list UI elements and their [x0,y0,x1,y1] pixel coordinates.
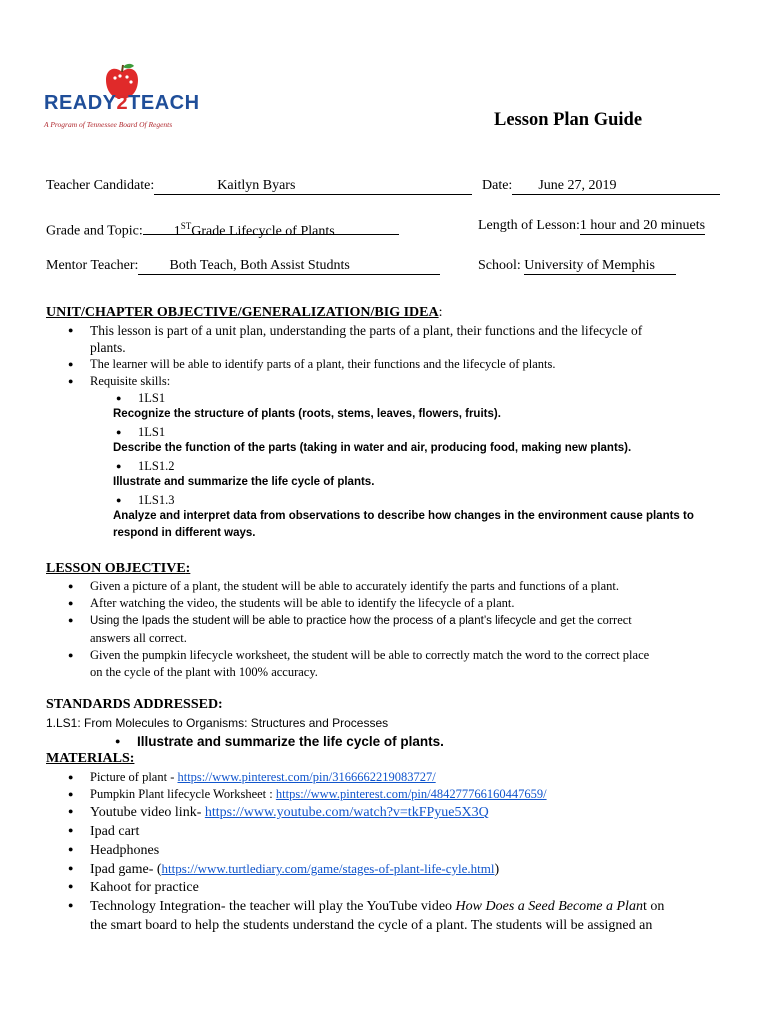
material-3-link[interactable]: https://www.youtube.com/watch?v=tkFPyue5X3Q [204,805,489,820]
logo-teach: TEACH [128,92,200,114]
lesson-bullet-1: Given a picture of a plant, the student will be able to accurately identify the parts and functions of a plant. [90,579,619,593]
material-2-label: Pumpkin Plant lifecycle Worksheet : [90,787,276,801]
list-item [90,878,740,897]
lesson-bullet-3-line2: answers all correct. [90,631,187,645]
grade-value-line [143,218,399,239]
materials-list [90,769,740,935]
date-value-line [512,178,720,195]
teacher-label: Teacher Candidate: [46,178,155,193]
material-2-link[interactable]: https://www.pinterest.com/pin/484277766160447659/ [275,787,547,801]
lesson-bullet-3a: Using the Ipads the student will be able to practice how the process of a plant’s lifecycle [90,615,536,627]
list-item [90,803,740,822]
unit-objective-heading-text: UNIT/CHAPTER OBJECTIVE/GENERALIZATION/BIG IDEA [46,305,439,320]
list-item [90,841,740,860]
skill-2-code [138,424,165,441]
list-item [90,769,740,786]
grade-value: Grade Lifecycle of Plants [191,223,335,239]
logo-wordmark [44,92,200,115]
unit-objective-heading [46,305,443,321]
length-field [478,218,705,235]
skill-4-desc: Analyze and interpret data from observations to describe how changes in the environment cause plants to [113,510,694,522]
mentor-label: Mentor Teacher: [46,258,139,273]
lesson-objective-heading [46,561,190,577]
unit-bullet-2: The learner will be able to identify parts of a plant, their functions and the lifecycle of plants. [90,357,556,371]
teacher-value-line [154,178,472,195]
list-item [137,733,444,750]
mentor-value: Both Teach, Both Assist Studnts [169,258,350,273]
date-value: June 27, 2019 [538,178,617,193]
skill-1-desc: Recognize the structure of plants (roots, stems, leaves, flowers, fruits). [113,408,501,420]
list-item [90,578,740,595]
grade-topic-field [46,218,399,240]
mentor-field [46,258,440,275]
list-item [90,897,740,935]
skill-code: ● 1LS1 [138,390,165,407]
skill-3-code [138,458,174,475]
list-item [90,786,740,803]
material-6-end: ) [494,862,500,877]
school-value: University of Memphis [524,258,655,273]
lesson-objective-colon: : [185,561,191,576]
lesson-bullet-4-line1: Given the pumpkin lifecycle worksheet, the student will be able to correctly match the word to the correct place [90,648,650,662]
skill-code: ● 1LS1.2 [138,458,174,475]
logo-two: 2 [116,92,129,114]
date-field [482,178,720,195]
skill-4-code [138,492,174,509]
grade-label: Grade and Topic: [46,223,143,239]
standards-line: 1.LS1: From Molecules to Organisms: Structures and Processes [46,716,389,730]
ready2teach-logo [44,62,200,132]
mentor-value-line [138,258,440,275]
list-item [90,595,740,612]
grade-number: 1 [173,223,181,239]
lesson-objective-heading-text: LESSON OBJECTIVE [46,561,186,576]
material-7: Kahoot for practice [90,880,199,895]
unit-objective-list [90,322,730,390]
material-8-line2: the smart board to help the students understand the cycle of a plant. The students will be assigned an [90,918,653,933]
material-6-link[interactable]: https://www.turtlediary.com/game/stages-of-plant-life-cyle.html [161,861,495,876]
unit-bullet-3: Requisite skills: [90,374,171,388]
skill-4-desc-line2: respond in different ways. [113,527,256,539]
school-value-line [524,258,676,275]
date-label: Date: [482,178,513,193]
material-4: Ipad cart [90,824,140,839]
material-8b: t on [642,899,665,914]
unit-bullet-1-line1: This lesson is part of a unit plan, understanding the parts of a plant, their functions and the lifecycle of [90,323,643,338]
list-item [90,373,730,390]
lesson-bullet-3b: and get the correct [535,613,632,627]
school-field [478,258,676,275]
list-item [90,647,740,681]
lesson-bullet-4-line2: on the cycle of the plant with 100% accuracy. [90,665,318,679]
teacher-candidate-field [46,178,472,195]
standards-bullet: Illustrate and summarize the life cycle of plants. [137,734,444,749]
length-value: 1 hour and 20 minuets [579,218,706,233]
material-5: Headphones [90,843,160,858]
material-1-label: Picture of plant - [90,770,178,784]
length-value-line [580,218,705,235]
material-1-link[interactable]: https://www.pinterest.com/pin/316666221908372​7/ [177,770,436,784]
lesson-objective-list [90,578,740,681]
unit-bullet-1-line2: plants. [90,340,126,355]
standards-heading: STANDARDS ADDRESSED: [46,697,223,712]
material-8a: Technology Integration- the teacher will play the YouTube video [90,899,456,914]
list-item [90,356,730,373]
skill-1-code [138,390,165,407]
material-3-label: Youtube video link- [90,805,205,820]
skill-code: ● 1LS1 [138,424,165,441]
unit-objective-colon: : [438,305,443,320]
list-item [90,322,730,356]
list-item [90,822,740,841]
length-label: Length of Lesson: [478,218,580,233]
list-item [90,612,740,647]
lesson-bullet-2: After watching the video, the students will be able to identify the lifecycle of a plant. [90,596,515,610]
grade-superscript: ST [180,221,192,231]
logo-tagline: A Program of Tennessee Board Of Regents [44,120,173,129]
skill-2-desc: Describe the function of the parts (taking in water and air, producing food, making new plants). [113,442,632,454]
standards-list [137,733,444,750]
school-label: School: [478,258,521,273]
page-title: Lesson Plan Guide [494,110,643,130]
material-8-italic: How Does a Seed Become a Plan [455,899,643,914]
skill-3-desc: Illustrate and summarize the life cycle of plants. [113,476,375,488]
list-item [90,860,740,878]
teacher-value: Kaitlyn Byars [217,178,296,193]
logo-ready: READY [44,92,117,114]
materials-heading: MATERIALS: [46,751,135,766]
material-6-label: Ipad game- ( [90,862,162,877]
skill-code: ● 1LS1.3 [138,492,174,509]
